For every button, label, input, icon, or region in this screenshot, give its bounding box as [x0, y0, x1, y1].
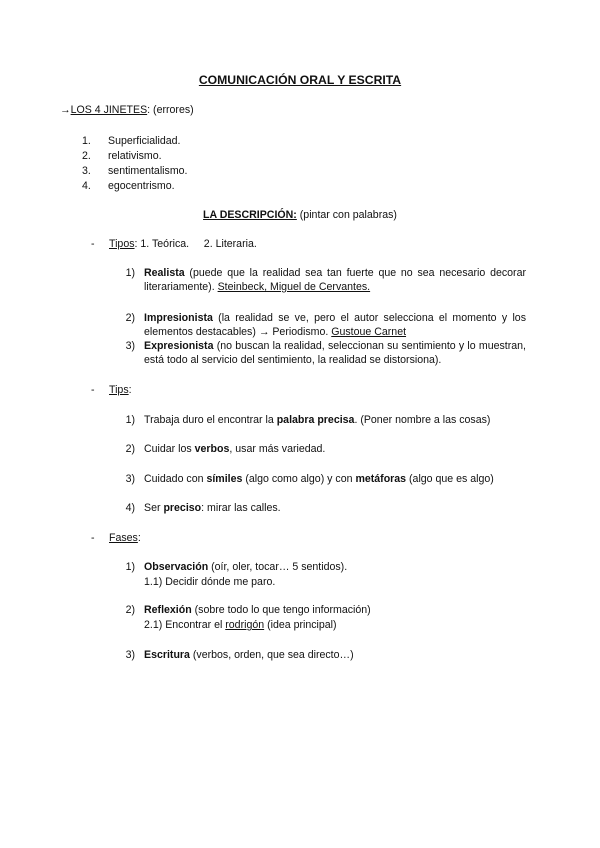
list-number: 1): [125, 267, 135, 279]
list-number: 1): [125, 414, 135, 426]
item-bold: Impresionista: [144, 312, 213, 324]
sub-text: (idea principal): [264, 619, 337, 631]
fases-label: Fases: [109, 532, 138, 544]
list-item: [144, 648, 354, 662]
item-text: (puede que la realidad sea tan fuerte que no sea necesario decorar literariamente).: [144, 267, 526, 293]
tips-dash: -: [91, 384, 95, 396]
item-text: (algo que es algo): [406, 473, 494, 485]
tips-colon: :: [128, 384, 132, 396]
sub-item: [144, 618, 337, 632]
list-number: 2): [125, 312, 135, 324]
item-text: (no buscan la realidad, seleccionan su sentimiento y lo muestran, está todo al servicio del sentimiento, la realidad se distorsiona).: [144, 340, 526, 366]
list-number: 3.: [82, 165, 91, 177]
fases-line: [109, 531, 141, 545]
item-reference: Steinbeck, Miguel de Cervantes.: [217, 281, 371, 293]
list-number: 4): [125, 502, 135, 514]
item-bold: Realista: [144, 267, 185, 279]
jinetes-line: [60, 103, 194, 117]
sub-item: [144, 575, 275, 589]
list-number: 4.: [82, 180, 91, 192]
jinetes-note: (errores): [153, 104, 194, 116]
item-bold: preciso: [163, 502, 202, 514]
arrow-icon: →: [60, 104, 71, 116]
list-number: 3): [125, 340, 135, 352]
tipos-dash: -: [91, 238, 95, 250]
list-item: [82, 164, 188, 178]
list-text: Superficialidad.: [108, 135, 181, 147]
list-item: [144, 472, 494, 486]
list-item: [82, 149, 162, 163]
item-text: (oír, oler, tocar… 5 sentidos).: [208, 561, 348, 573]
list-item: [144, 560, 347, 574]
item-text: (sobre todo lo que tengo información): [191, 604, 371, 616]
item-text: Cuidado con: [144, 473, 207, 485]
item-bold: metáforas: [355, 473, 407, 485]
list-item: [144, 442, 325, 456]
item-text: : mirar las calles.: [201, 502, 281, 514]
jinetes-colon: :: [147, 104, 151, 116]
item-text: Ser: [144, 502, 164, 514]
list-item: [82, 179, 175, 193]
page-title: COMUNICACIÓN ORAL Y ESCRITA: [198, 73, 402, 87]
item-text: (verbos, orden, que sea directo…): [189, 649, 354, 661]
fases-colon: :: [137, 532, 141, 544]
sub-text: 2.1) Encontrar el: [144, 619, 226, 631]
tipos-rest: : 1. Teórica. 2. Literaria.: [134, 238, 257, 250]
list-number: 1.: [82, 135, 91, 147]
jinetes-label: LOS 4 JINETES: [70, 104, 148, 116]
item-text: Cuidar los: [144, 443, 195, 455]
descripcion-heading: LA DESCRIPCIÓN:: [203, 209, 297, 221]
descripcion-note: (pintar con palabras): [299, 209, 397, 221]
list-item: [144, 339, 526, 367]
list-item: [144, 413, 490, 427]
tipos-label: Tipos: [109, 238, 135, 250]
tips-label: Tips: [109, 384, 129, 396]
list-number: 2): [125, 604, 135, 616]
section-heading: [0, 208, 600, 222]
list-text: sentimentalismo.: [108, 165, 188, 177]
fases-dash: -: [91, 532, 95, 544]
item-text: , usar más variedad.: [229, 443, 326, 455]
list-item: [144, 501, 281, 515]
item-text: (algo como algo) y con: [242, 473, 356, 485]
item-text: . (Poner nombre a las cosas): [354, 414, 491, 426]
list-number: 3): [125, 649, 135, 661]
list-item: [144, 603, 371, 617]
item-bold: símiles: [206, 473, 243, 485]
list-number: 2.: [82, 150, 91, 162]
item-bold: palabra precisa: [276, 414, 355, 426]
item-text: (la realidad se ve, pero el autor selecciona el momento y los elementos destacables) → Periodismo.: [144, 312, 526, 338]
item-bold: verbos: [194, 443, 230, 455]
sub-text-underlined: rodrigón: [225, 619, 265, 631]
item-bold: Expresionista: [144, 340, 214, 352]
list-text: egocentrismo.: [108, 180, 175, 192]
item-bold: Observación: [144, 561, 209, 573]
list-number: 1): [125, 561, 135, 573]
list-number: 2): [125, 443, 135, 455]
list-item: [82, 134, 181, 148]
sub-text: 1.1) Decidir dónde me paro.: [144, 576, 276, 588]
tipos-line: [109, 237, 257, 251]
item-bold: Reflexión: [144, 604, 192, 616]
list-item: [144, 311, 526, 339]
tips-line: [109, 383, 132, 397]
list-text: relativismo.: [108, 150, 162, 162]
list-number: 3): [125, 473, 135, 485]
item-bold: Escritura: [144, 649, 190, 661]
item-text: Trabaja duro el encontrar la: [144, 414, 277, 426]
item-reference: Gustoue Carnet: [331, 326, 407, 338]
list-item: [144, 266, 526, 294]
